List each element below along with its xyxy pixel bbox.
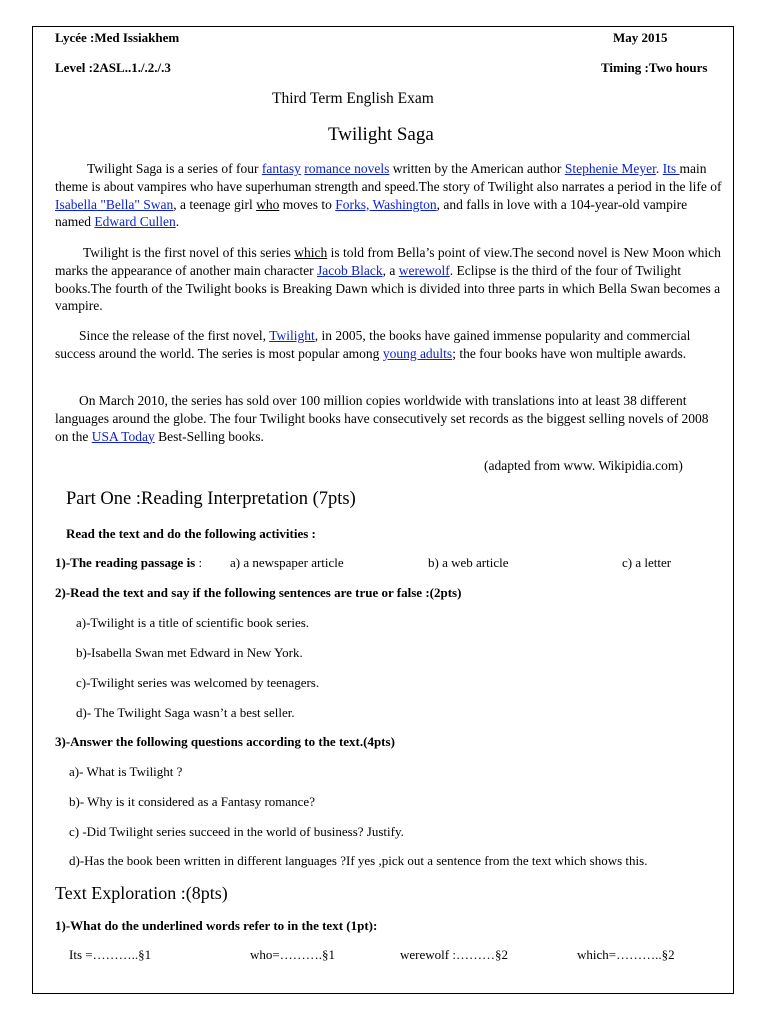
- link-stephenie-meyer[interactable]: Stephenie Meyer: [564, 161, 656, 176]
- exam-timing: Timing :Two hours: [601, 60, 708, 75]
- text: moves to: [279, 196, 336, 212]
- link-isabella-swan[interactable]: Isabella "Bella" Swan: [55, 196, 174, 212]
- tf-statement-a: a)-Twilight is a title of scientific book series.: [76, 615, 310, 630]
- text: Twilight Saga is a series of four: [87, 161, 262, 176]
- question-2: 2)-Read the text and say if the following sentences are true or false :(2pts): [55, 585, 462, 600]
- link-edward-cullen[interactable]: Edward Cullen: [94, 214, 176, 230]
- text: , and falls in love with a 104-year-old vampire named: [55, 196, 688, 230]
- text: ; the four books have won multiple awards.: [452, 345, 687, 361]
- text: , in 2005, the books have gained immense popularity and commercial success around the world. The series is most popular among: [55, 328, 691, 361]
- exam-title: Third Term English Exam: [272, 90, 434, 107]
- underlined-who: who: [256, 196, 280, 212]
- text: .: [655, 161, 663, 176]
- question-1: [55, 555, 202, 571]
- link-werewolf[interactable]: werewolf: [398, 262, 450, 278]
- text: .: [175, 214, 180, 230]
- paragraph-1: [55, 160, 723, 231]
- link-young-adults[interactable]: young adults: [382, 345, 453, 361]
- part-one-heading: Part One :Reading Interpretation (7pts): [66, 489, 356, 509]
- blank-who: who=……….§1: [250, 947, 335, 962]
- blank-which: which=………..§2: [577, 947, 675, 962]
- link-its[interactable]: Its: [662, 161, 680, 176]
- underlined-which: which: [294, 245, 328, 260]
- text-title: Twilight Saga: [328, 124, 434, 145]
- source-citation: (adapted from www. Wikipidia.com): [484, 458, 683, 473]
- text: Since the release of the first novel,: [79, 328, 270, 343]
- text: , a teenage girl: [173, 196, 257, 212]
- option-b: b) a web article: [428, 555, 509, 570]
- text: written by the American author: [389, 161, 565, 176]
- link-usa-today[interactable]: USA Today: [91, 428, 155, 444]
- question-3d: d)-Has the book been written in different languages ?If yes ,pick out a sentence from the text which shows this.: [69, 853, 648, 868]
- tf-statement-d: d)- The Twilight Saga wasn’t a best seller.: [76, 705, 295, 720]
- blank-werewolf: werewolf :………§2: [400, 947, 508, 962]
- text-exploration-heading: Text Exploration :(8pts): [55, 883, 228, 903]
- link-twilight[interactable]: Twilight: [269, 328, 315, 343]
- text: . Eclipse is the third of the four of Twilight books.The fourth of the Twilight books is Breaking Dawn which is divided into three parts in which Bella Swan becomes a vampire.: [55, 262, 721, 314]
- link-forks-washington[interactable]: Forks, Washington: [335, 196, 437, 212]
- text: On March 2010, the series has sold over 100 million copies worldwide with translations into at least 38 different languages around the globe. The four Twilight books have consecutively set records as the biggest selling novels of 2008 on the: [55, 393, 709, 444]
- option-c: c) a letter: [622, 555, 672, 570]
- text: , a: [382, 262, 399, 278]
- exam-date: May 2015: [613, 30, 668, 45]
- text: main theme is about vampires who have superhuman strength and speed.The story of Twilight also narrates a period in the life of: [55, 161, 722, 194]
- text: Twilight is the first novel of this series: [83, 245, 295, 260]
- paragraph-2: [55, 244, 723, 315]
- question-3b: b)- Why is it considered as a Fantasy romance?: [69, 794, 315, 809]
- class-level: Level :2ASL..1./.2./.3: [55, 60, 171, 75]
- text: is told from Bella’s point of view.The second novel is New Moon which marks the appearance of another main character: [55, 245, 721, 278]
- link-romance-novels[interactable]: romance novels: [304, 161, 390, 176]
- paragraph-4: [55, 392, 723, 445]
- link-fantasy[interactable]: fantasy: [261, 161, 301, 176]
- instruction: Read the text and do the following activities :: [66, 526, 316, 541]
- link-jacob-black[interactable]: Jacob Black: [316, 262, 383, 278]
- question-3a: a)- What is Twilight ?: [69, 764, 183, 779]
- question-3c: c) -Did Twilight series succeed in the world of business? Justify.: [69, 824, 404, 839]
- paragraph-3: [55, 327, 723, 363]
- school-name: Lycée :Med Issiakhem: [55, 30, 180, 45]
- blank-its: Its =………..§1: [69, 947, 152, 962]
- question-1-label: 1)-The reading passage is: [55, 555, 196, 570]
- question-3: 3)-Answer the following questions according to the text.(4pts): [55, 734, 395, 749]
- option-a: a) a newspaper article: [230, 555, 344, 570]
- question-1-colon: :: [195, 555, 203, 570]
- exploration-question-1: 1)-What do the underlined words refer to in the text (1pt):: [55, 918, 378, 933]
- tf-statement-b: b)-Isabella Swan met Edward in New York.: [76, 645, 303, 660]
- tf-statement-c: c)-Twilight series was welcomed by teenagers.: [76, 675, 320, 690]
- text: Best-Selling books.: [154, 428, 264, 444]
